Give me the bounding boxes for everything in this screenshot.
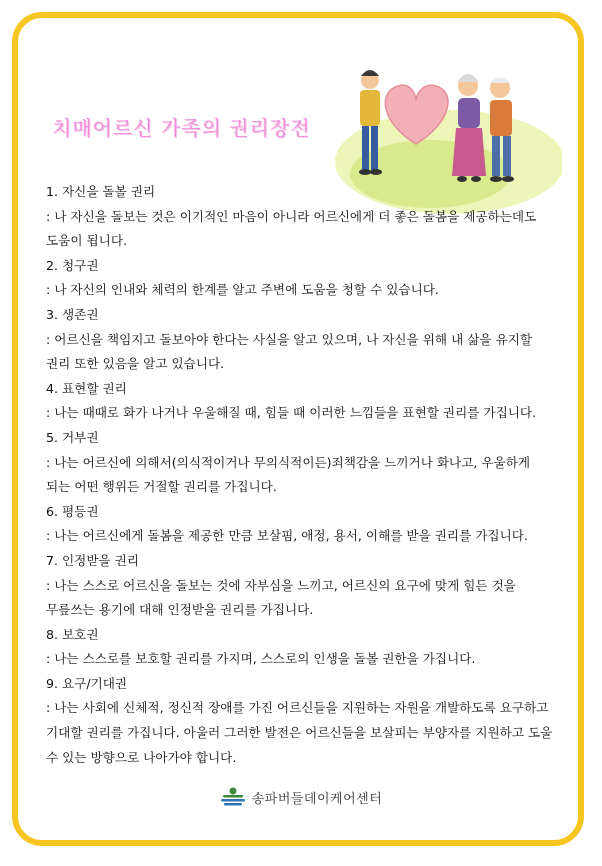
center-logo-icon [220,786,246,808]
section-9-line: : 나는 사회에 신체적, 정신적 장애를 가진 어르신들을 지원하는 자원을 개발하도록 요구하고 [46,700,549,716]
section-3-heading: 3. 생존권 [46,306,99,322]
section-2-line: : 나 자신의 인내와 체력의 한계를 알고 주변에 도움을 청할 수 있습니다. [46,282,439,298]
section-4-line: : 나는 때때로 화가 나거나 우울해질 때, 힘들 때 이러한 느낌들을 표현할 권리를 가집니다. [46,405,537,421]
section-9-line: 기대할 권리를 가집니다. 아울러 그러한 발전은 어르신들을 보살피는 부양자를 지원하고 도울 [46,725,553,741]
section-5-heading: 5. 거부권 [46,429,99,445]
section-1-line: 도움이 됩니다. [46,233,127,249]
section-3-line: : 어르신을 책임지고 돌보아야 한다는 사실을 알고 있으며, 나 자신을 위해 내 삶을 유지할 [46,331,533,347]
section-6-line: : 나는 어르신에게 돌봄을 제공한 만큼 보살핌, 애정, 용서, 이해를 받을 권리를 가집니다. [46,528,528,544]
section-8-heading: 8. 보호권 [46,626,99,642]
section-2-heading: 2. 청구권 [46,257,99,273]
section-3-line: 권리 또한 있음을 알고 있습니다. [46,356,225,372]
section-8-line: : 나는 스스로를 보호할 권리를 가지며, 스스로의 인생을 돌볼 권한을 가집니다. [46,651,476,667]
rights-list [46,180,562,770]
section-7-line: 무릎쓰는 용기에 대해 인정받을 권리를 가집니다. [46,602,314,618]
section-6-heading: 6. 평등권 [46,503,99,519]
section-5-line: : 나는 어르신에 의해서(의식적이거나 무의식적이든)죄책감을 느끼거나 화나고, 우울하게 [46,454,531,470]
center-name: 송파버들데이케어센터 [251,791,383,807]
section-1-heading: 1. 자신을 돌볼 권리 [46,184,156,199]
section-9-line: 수 있는 방향으로 나아가야 합니다. [46,749,237,765]
footer [0,786,602,808]
section-9-heading: 9. 요구/기대권 [46,675,128,691]
section-5-line: 되는 어떤 행위든 거절할 권리를 가집니다. [46,479,277,495]
section-1-line: : 나 자신을 돌보는 것은 이기적인 마음이 아니라 어르신에게 더 좋은 돌봄을 제공하는데도 [46,208,537,224]
section-7-line: : 나는 스스로 어르신을 돌보는 것에 자부심을 느끼고, 어르신의 요구에 맞게 힘든 것을 [46,577,516,593]
section-4-heading: 4. 표현할 권리 [46,380,127,396]
section-7-heading: 7. 인정받을 권리 [46,552,140,568]
page-title: 치매어르신 가족의 권리장전 [52,116,311,140]
